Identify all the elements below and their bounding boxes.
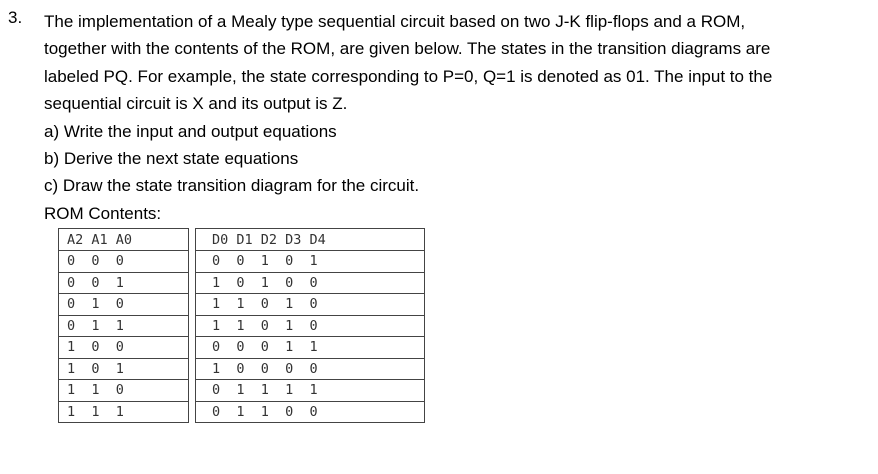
address-cell: 0 1 0 <box>59 294 189 316</box>
address-cell: 0 1 1 <box>59 315 189 337</box>
rom-contents-label: ROM Contents: <box>44 203 162 223</box>
part-b: b) Derive the next state equations <box>44 149 299 169</box>
question-number: 3. <box>8 8 23 27</box>
rom-header-row <box>59 229 425 251</box>
table-row <box>59 294 425 316</box>
table-row <box>59 337 425 359</box>
address-cell: 1 1 1 <box>59 401 189 423</box>
data-cell: 0 0 1 0 1 <box>196 251 425 273</box>
address-cell: 1 1 0 <box>59 380 189 402</box>
data-cell: 0 1 1 0 0 <box>196 401 425 423</box>
address-header: A2 A1 A0 <box>59 229 189 251</box>
question-text <box>44 8 869 227</box>
table-row <box>59 401 425 423</box>
table-row <box>59 380 425 402</box>
address-cell: 0 0 1 <box>59 272 189 294</box>
rom-table <box>58 228 425 423</box>
data-header: D0 D1 D2 D3 D4 <box>196 229 425 251</box>
data-cell: 1 0 1 0 0 <box>196 272 425 294</box>
address-cell: 1 0 0 <box>59 337 189 359</box>
table-row <box>59 315 425 337</box>
question-line: labeled PQ. For example, the state corresponding to P=0, Q=1 is denoted as 01. The input to the <box>44 66 773 86</box>
address-cell: 1 0 1 <box>59 358 189 380</box>
data-cell: 0 0 0 1 1 <box>196 337 425 359</box>
question-line: sequential circuit is X and its output is Z. <box>44 94 348 114</box>
question-line: The implementation of a Mealy type sequential circuit based on two J-K flip-flops and a ROM, <box>44 12 746 31</box>
table-row <box>59 272 425 294</box>
part-a: a) Write the input and output equations <box>44 121 337 141</box>
data-cell: 1 1 0 1 0 <box>196 294 425 316</box>
address-cell: 0 0 0 <box>59 251 189 273</box>
data-cell: 1 1 0 1 0 <box>196 315 425 337</box>
part-c: c) Draw the state transition diagram for the circuit. <box>44 176 420 196</box>
question-line: together with the contents of the ROM, are given below. The states in the transition diagrams are <box>44 39 771 59</box>
data-cell: 0 1 1 1 1 <box>196 380 425 402</box>
table-row <box>59 358 425 380</box>
data-cell: 1 0 0 0 0 <box>196 358 425 380</box>
table-row <box>59 251 425 273</box>
